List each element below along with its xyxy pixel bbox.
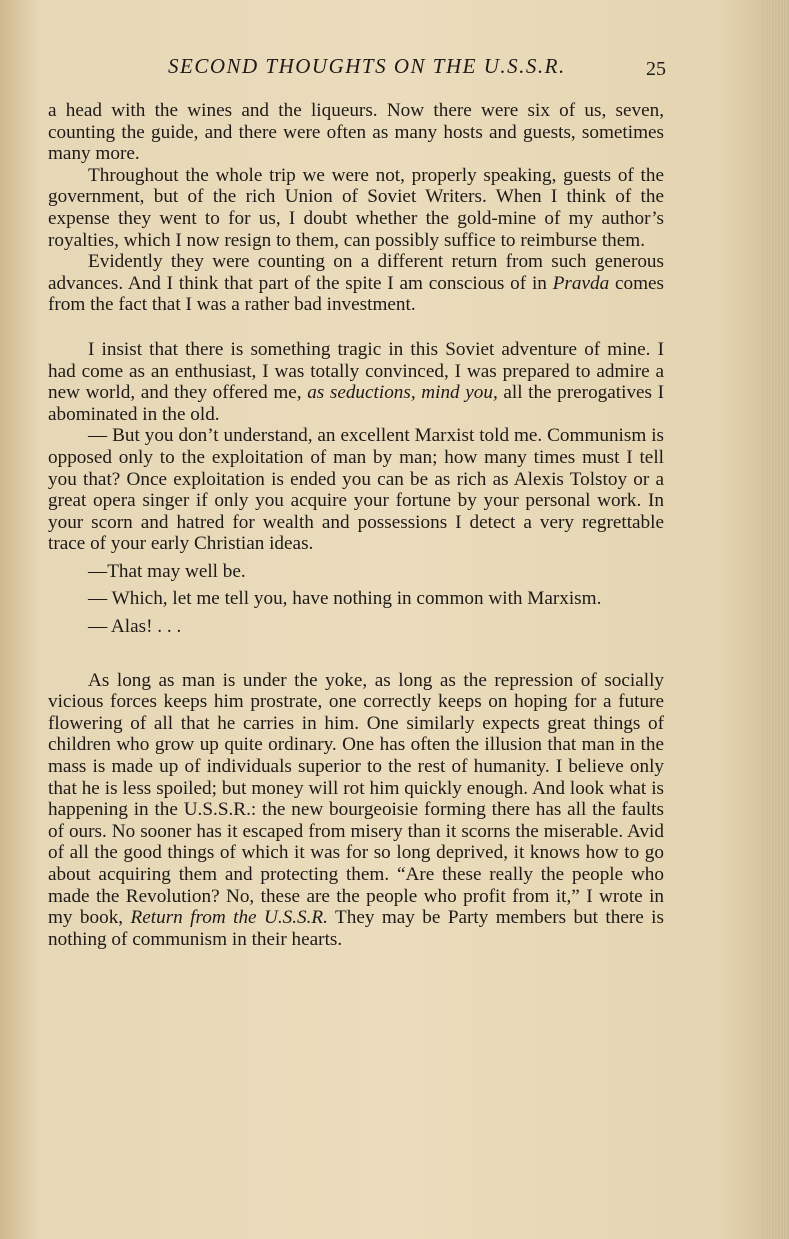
italic-text: Return from the U.S.S.R. — [130, 907, 328, 929]
paragraph — [48, 251, 664, 316]
body-text — [48, 100, 664, 950]
page-edge — [761, 0, 789, 1239]
paragraph — [48, 561, 664, 583]
text-segment: comes from the fact that I was a rather bad investment. — [48, 272, 664, 316]
text-segment: —That may well be. — [88, 560, 246, 582]
running-head: SECOND THOUGHTS ON THE U.S.S.R. — [168, 54, 566, 78]
text-segment: all the prerogatives I abominated in the old. — [48, 382, 665, 425]
paragraph — [48, 588, 664, 610]
page-number: 25 — [646, 58, 666, 80]
italic-text: Pravda — [552, 272, 610, 294]
text-segment: Throughout the whole trip we were not, properly speaking, guests of the government, but of the rich Union of Soviet Writers. When I think of the expense they went to for us, I doubt whether the gold-mine of my author’s royalties, which I now resign to them, can possibly suffice to reimburse them. — [48, 164, 664, 251]
italic-text: as seductions, mind you, — [307, 382, 498, 404]
paragraph — [48, 165, 664, 251]
text-segment: — But you don’t understand, an excellent Marxist told me. Communism is opposed only to the exploitation of man by man; how many times must I tell you that? Once exploitation is ended you can be as rich as Alexis Tolstoy or a great opera singer if only you acquire your fortune by your personal work. In your scorn and hatred for wealth and possessions I detect a very regrettable trace of your early Christian ideas. — [48, 425, 664, 555]
text-segment: As long as man is under the yoke, as long as the repression of socially vicious forces keeps him prostrate, one correctly keeps on hoping for a future flowering of all that he carries in him. One similarly expects great things of children who grow up quite ordinary. One has often the illusion that man in the mass is made up of individuals superior to the rest of humanity. I believe only that he is less spoiled; but money will rot him quickly enough. And look what is happening in the U.S.S.R.: the new bourgeoisie forming there has all the faults of ours. No sooner has it escaped from misery than it scorns the miserable. Avid of all the good things of which it was for so long deprived, it knows how to go about acquiring them and protecting them. “Are these really the people who made the Revolution? No, these are the people who profit from it,” I wrote in my book, — [48, 669, 664, 929]
paragraph — [48, 425, 664, 555]
text-segment: I insist that there is something tragic in this Soviet adventure of mine. I had come as an enthusiast, I was totally convinced, I was prepared to admire a new world, and they offered me, — [48, 338, 664, 404]
text-segment: a head with the wines and the liqueurs. Now there were six of us, seven, counting the guide, and there were often as many hosts and guests, sometimes many more. — [48, 100, 664, 165]
text-segment: — Which, let me tell you, have nothing in common with Marxism. — [88, 588, 602, 610]
paragraph — [48, 100, 664, 165]
text-segment: Evidently they were counting on a different return from such generous advances. And I think that part of the spite I am conscious of in — [48, 251, 664, 294]
text-segment: They may be Party members but there is nothing of communism in their hearts. — [48, 907, 664, 950]
paragraph — [48, 670, 664, 951]
paragraph — [48, 616, 664, 638]
text-segment: — Alas! . . . — [88, 616, 182, 638]
paragraph — [48, 339, 664, 425]
